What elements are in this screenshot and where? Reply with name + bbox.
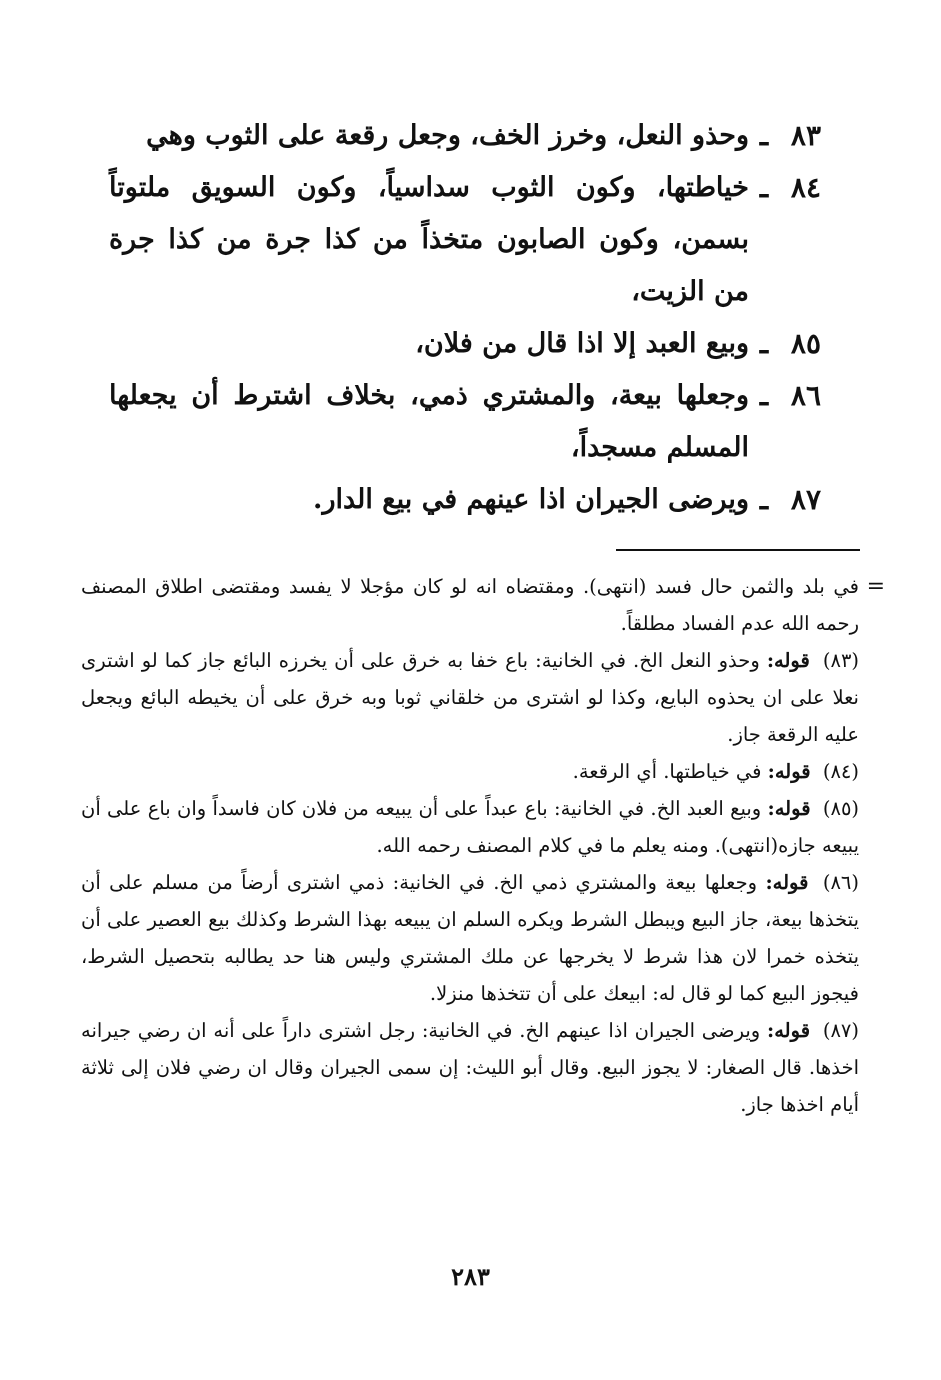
main-item [109,370,821,474]
item-number: ٨٣ [790,119,821,152]
main-item [109,162,821,318]
item-text: خياطتها، وكون الثوب سداسياً، وكون السويق ملتوتاً بسمن، وكون الصابون متخذاً من كذا جرة من كذا جرة من الزيت، [109,172,749,307]
footnote-number: (٨٥) [822,797,860,820]
main-item [109,318,821,370]
main-item [109,474,821,526]
item-number: ٨٤ [790,171,821,204]
footnote-text: في خياطتها. أي الرقعة. [572,760,762,783]
footnote-head: قوله: [765,871,809,894]
item-number: ٨٦ [790,379,821,412]
item-text: ويرضى الجيران اذا عينهم في بيع الدار. [313,484,749,515]
item-number: ٨٥ [790,327,821,360]
footnote-text: ويرضى الجيران اذا عينهم الخ. في الخانية: رجل اشترى داراً على أنه ان رضي جيرانه اخذها. قال الصغار: لا يجوز البيع. وقال أبو الليث: إن سمى الجيران وقال ان رضي فلان إلى ثلاثة أيام اخذها جاز. [81,1019,859,1116]
main-text [109,110,821,526]
footnote-head: قوله: [766,649,810,672]
item-text: وجعلها بيعة، والمشتري ذمي، بخلاف اشترط أن يجعلها المسلم مسجداً، [109,380,749,463]
footnote-head: قوله: [767,760,811,783]
footnote [81,753,859,790]
footnote-number: (٨٦) [822,871,860,894]
item-dash: ـ [759,483,769,516]
continuation-mark: = [866,574,885,599]
page-number: ٢٨٣ [451,1262,490,1291]
footnote-number: (٨٣) [822,649,860,672]
footnote-text: وجعلها بيعة والمشتري ذمي الخ. في الخانية: ذمي اشترى أرضاً من مسلم على أن يتخذها بيعة، جاز البيع ويبطل الشرط ويكره السلم ان يبيعه بهذا الشرط وكذلك بيع العصير على أن يتخذه خمرا لان هذا شرط لا يخرجها عن ملك المشتري وليس هنا حد يطالبه بتحصيل الشرط، فيجوز البيع كما لو قال له: ابيعك على أن تتخذها منزلا. [81,871,859,1005]
item-text: وحذو النعل، وخرز الخف، وجعل رقعة على الثوب وهي [146,120,749,151]
footnote [81,790,859,864]
item-number: ٨٧ [790,483,821,516]
footnote [81,864,859,1012]
footnote-text: وحذو النعل الخ. في الخانية: باع خفا به خرق على أن يخرزه البائع جاز كما لو اشترى نعلا على ان يحذوه البايع، وكذا لو اشترى من خلقاني ثوبا وبه خرق على أن يخيطه البائع ويجعل عليه الرقعة جاز. [81,649,859,746]
item-dash: ـ [759,119,769,152]
footnote [81,1012,859,1123]
footnote-number: (٨٧) [822,1019,860,1042]
footnote-head: قوله: [767,1019,811,1042]
footnotes [81,568,885,1123]
footnote-head: قوله: [767,797,811,820]
footnote [81,642,859,753]
item-dash: ـ [759,379,769,412]
item-text: وبيع العبد إلا اذا قال من فلان، [415,328,749,359]
continuation-text: في بلد والثمن حال فسد (انتهى). ومقتضاه انه لو كان مؤجلا لا يفسد ومقتضى اطلاق المصنف رحمه الله عدم الفساد مطلقاً. [81,575,859,635]
item-dash: ـ [759,327,769,360]
footnote-continuation [81,568,885,642]
item-dash: ـ [759,171,769,204]
footnote-number: (٨٤) [822,760,859,783]
footnote-text: وبيع العبد الخ. في الخانية: باع عبداً على أن يبيعه من فلان كان فاسداً وان باع على أن يبيعه جازه(انتهى). ومنه يعلم ما في كلام المصنف رحمه الله. [81,797,859,857]
footnote-divider [616,549,860,551]
main-item [109,110,821,162]
